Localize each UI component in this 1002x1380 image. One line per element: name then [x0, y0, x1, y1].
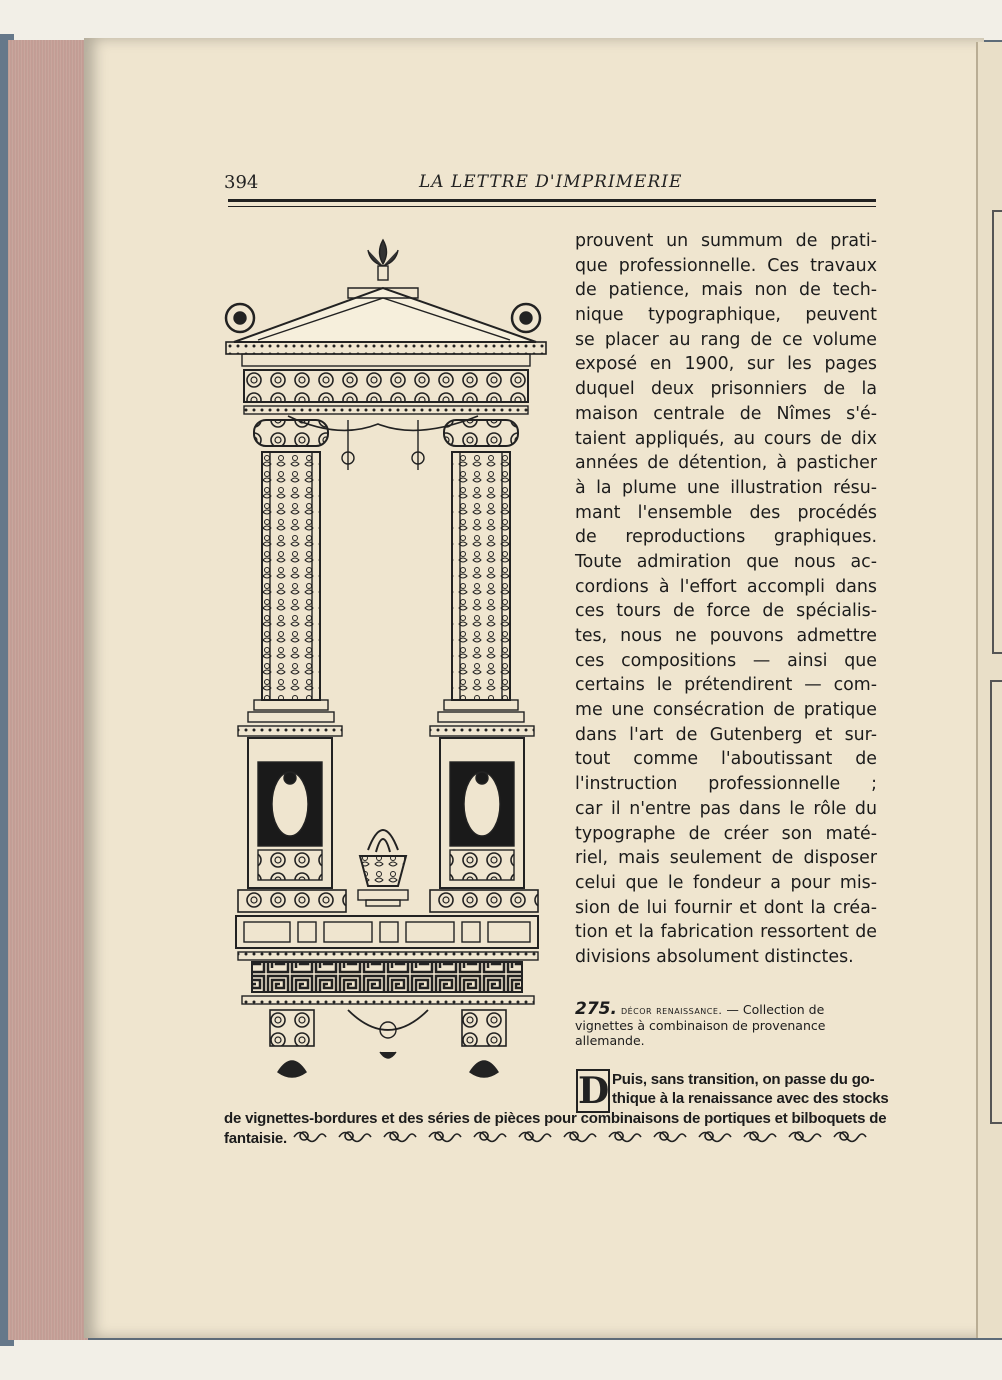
running-title: LA LETTRE D'IMPRIMERIE — [419, 172, 683, 192]
scan-background-bottom — [0, 1340, 1002, 1380]
scan-background-top — [0, 0, 1002, 40]
text-line: tion et la fabrication ressortent de — [575, 922, 877, 943]
vignette-ornament — [384, 1132, 416, 1142]
text-line: cordions à l'effort accompli dans — [575, 576, 877, 597]
text-line: années de détention, à pasticher — [575, 453, 877, 474]
vignette-ornament — [699, 1132, 731, 1142]
paragraph-line: Puis, sans transition, on passe du go- — [612, 1071, 875, 1088]
header-rule-thin — [228, 206, 876, 207]
vignette-ornament — [834, 1132, 866, 1142]
text-line: prouvent un summum de prati- — [575, 231, 877, 251]
caption-text: — Collection de vignettes à combinaison de provenance allemande. — [575, 1002, 826, 1048]
vignette-ornament — [564, 1132, 596, 1142]
text-line: certains le prétendirent — com- — [575, 675, 877, 696]
body-text — [575, 229, 877, 970]
vignette-ornament — [744, 1132, 776, 1142]
text-line: tout comme l'aboutissant de — [575, 749, 877, 770]
text-line: se placer au rang de ce volume — [575, 329, 877, 350]
text-line: ces tours de force de spécialis- — [575, 601, 877, 622]
text-line: car il n'entre pas dans le rôle du — [575, 798, 877, 819]
paragraph-line: fantaisie. — [224, 1130, 288, 1147]
text-line: que professionnelle. Ces travaux — [575, 255, 877, 276]
paragraph-line: thique à la renaissance avec des stocks — [612, 1090, 889, 1107]
facing-page-frame — [992, 210, 1002, 654]
text-line: duquel deux prisonniers de la — [575, 379, 877, 400]
figure-caption — [575, 999, 875, 1048]
header-rule-thick — [228, 199, 876, 202]
text-line: sion de lui fournir et dont la créa- — [575, 897, 877, 918]
text-line: dans l'art de Gutenberg et sur- — [575, 724, 877, 745]
text-line: nique typographique, peuvent — [575, 305, 877, 326]
page-number: 394 — [224, 172, 259, 193]
caption-label: décor renaissance. — [620, 1004, 723, 1017]
text-line: ces compositions — ainsi que — [575, 650, 877, 671]
running-header — [224, 172, 876, 196]
text-line: taient appliqués, au cours de dix — [575, 428, 877, 449]
text-line: de patience, mais non de tech- — [575, 280, 877, 301]
text-line: celui que le fondeur a pour mis- — [575, 872, 877, 893]
text-line: maison centrale de Nîmes s'é- — [575, 403, 877, 424]
text-line: de reproductions graphiques. — [575, 527, 877, 548]
vignette-border-row — [290, 1126, 878, 1148]
vignette-ornament — [789, 1132, 821, 1142]
vignette-ornament — [609, 1132, 641, 1142]
vignette-ornament — [519, 1132, 551, 1142]
vignette-ornament — [654, 1132, 686, 1142]
renaissance-portico-illustration — [218, 230, 558, 1100]
text-line: riel, mais seulement de disposer — [575, 848, 877, 869]
vignette-ornament — [294, 1132, 326, 1142]
text-line: typographe de créer son maté- — [575, 823, 877, 844]
facing-page-frame-lower — [990, 680, 1002, 1124]
text-line: tes, nous ne pouvons admettre — [575, 626, 877, 646]
text-line: mant l'ensemble des procédés — [575, 502, 877, 523]
vignette-ornament — [474, 1132, 506, 1142]
text-line: Toute admiration que nous ac- — [575, 551, 877, 572]
vignette-ornament — [339, 1132, 371, 1142]
text-line: l'instruction professionnelle ; — [575, 774, 877, 795]
page-fore-edge — [8, 40, 88, 1340]
text-line: à la plume une illustration résu- — [575, 477, 877, 498]
text-line: divisions absolument distinctes. — [575, 946, 854, 967]
text-line: exposé en 1900, sur les pages — [575, 354, 877, 375]
text-line: me une consécration de pratique — [575, 700, 877, 721]
caption-number: 275. — [575, 999, 617, 1019]
paragraph-line: de vignettes-bordures et des séries de pièces pour combinaisons de portiques et bilboquets de — [224, 1110, 887, 1127]
vignette-ornament — [429, 1132, 461, 1142]
drop-cap: D — [578, 1070, 610, 1112]
